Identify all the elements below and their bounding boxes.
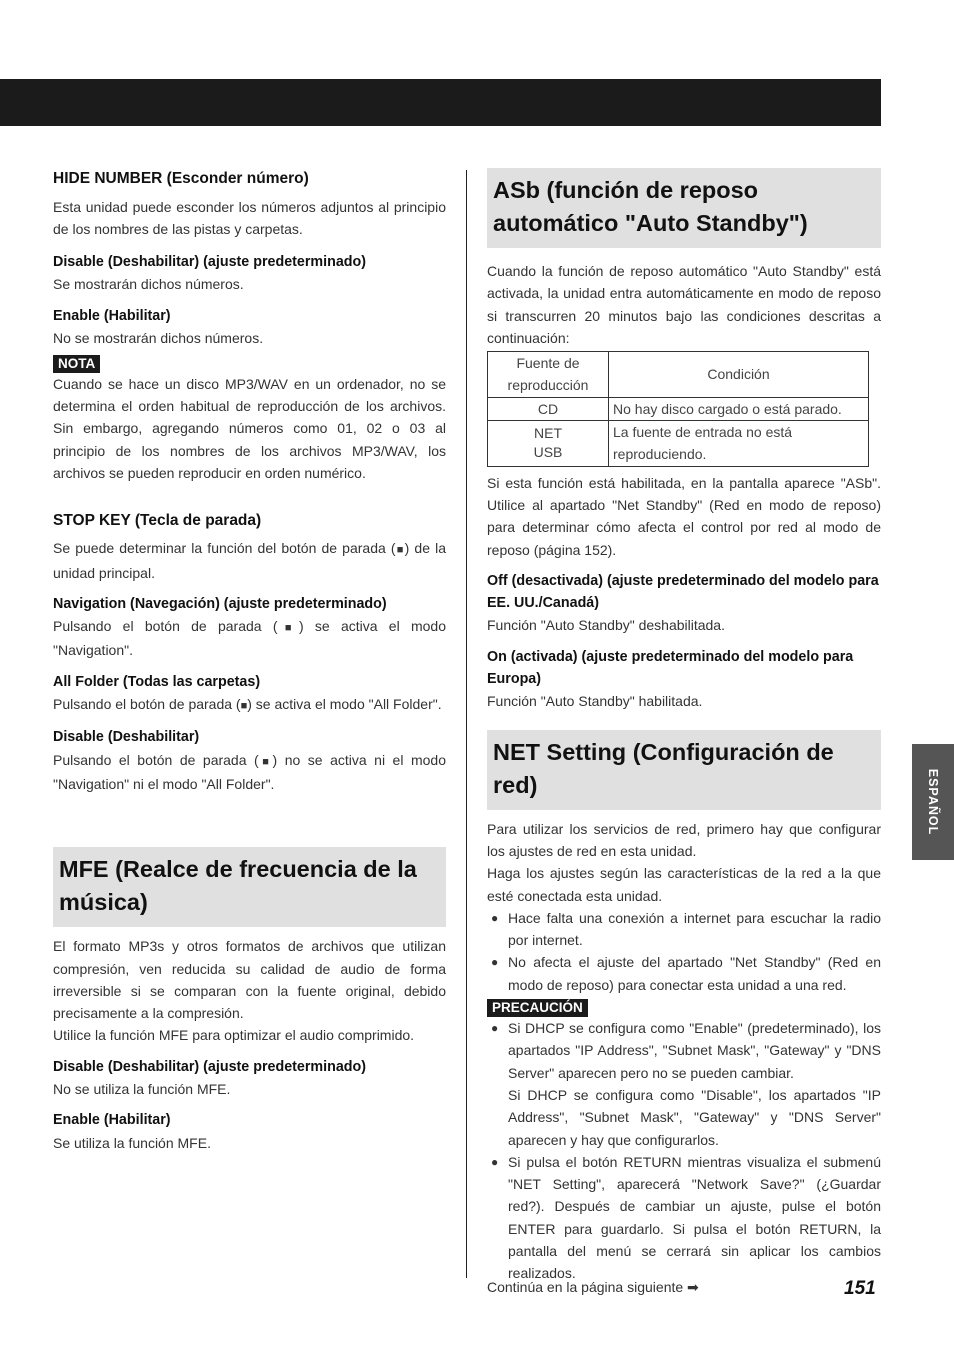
column-divider xyxy=(466,170,467,1278)
stop-icon: ■ xyxy=(258,755,273,768)
stop-key-option-navigation-text: Pulsando el botón de parada (■) se activa el modo "Navigation". xyxy=(53,618,446,659)
caution-tag: PRECAUCIÓN xyxy=(487,999,588,1017)
asb-intro: Cuando la función de reposo automático "Auto Standby" está activada, la unidad entra automáticamente en modo de reposo si transcurren 20 minutos bajo las condiciones descritas a continuación: xyxy=(487,263,881,346)
list-item: ● No afecta el ajuste del apartado "Net Standby" (Red en modo de reposo) para conectar esta unidad a una red. xyxy=(487,951,881,996)
hide-number-option-enable-text: No se mostrarán dichos números. xyxy=(53,330,264,347)
net-bullets xyxy=(487,907,881,996)
net-intro-2: Haga los ajustes según las características de la red a la que esté conectada esta unidad. xyxy=(487,865,881,904)
language-side-tab xyxy=(912,744,954,860)
bullet-icon: ● xyxy=(491,910,499,925)
mfe-intro-2: Utilice la función MFE para optimizar el audio comprimido. xyxy=(53,1027,415,1044)
list-item: ● Si pulsa el botón RETURN mientras visualiza el submenú "NET Setting", aparecerá "Network Save?" (¿Guardar red?). Después de cambiar un ajuste, pulse el botón ENTER para guardarlo. Si pulsa el botón RETURN, la pantalla del menú se cerrará sin aplicar los cambios realizados. xyxy=(487,1151,881,1285)
hide-number-option-disable: Disable (Deshabilitar) (ajuste predeterminado) xyxy=(53,253,367,270)
asb-option-on-text: Función "Auto Standby" habilitada. xyxy=(487,693,703,710)
bullet-icon: ● xyxy=(491,1021,499,1036)
right-column xyxy=(487,168,881,1285)
mfe-option-enable: Enable (Habilitar) xyxy=(53,1112,171,1129)
caution-list xyxy=(487,1017,881,1285)
list-item: ● Hace falta una conexión a internet para escuchar la radio por internet. xyxy=(487,907,881,952)
stop-key-option-all-folder: All Folder (Todas las carpetas) xyxy=(53,673,261,690)
mfe-option-enable-text: Se utiliza la función MFE. xyxy=(53,1134,211,1151)
bullet-icon: ● xyxy=(491,955,499,970)
asb-conditions-table xyxy=(487,351,869,466)
bullet-icon: ● xyxy=(491,1154,499,1169)
stop-icon: ■ xyxy=(277,622,299,635)
continued-note: Continúa en la página siguiente ➡ xyxy=(487,1279,699,1295)
net-intro: Para utilizar los servicios de red, primero hay que configurar los ajustes de red en esta unidad. xyxy=(487,820,881,859)
mfe-heading-box xyxy=(53,847,446,927)
arrow-right-icon: ➡ xyxy=(687,1279,699,1295)
table-header-row xyxy=(488,352,869,398)
asb-option-on: On (activada) (ajuste predeterminado del modelo para Europa) xyxy=(487,648,854,688)
stop-key-option-navigation: Navigation (Navegación) (ajuste predeterminado) xyxy=(53,595,387,612)
net-heading-box xyxy=(487,730,881,810)
asb-after-table: Si esta función está habilitada, en la pantalla aparece "ASb". Utilice al apartado "Net Standby" (Red en modo de reposo) para determinar cómo afecta el control por red al modo de reposo (página 152). xyxy=(487,474,881,558)
stop-icon: ■ xyxy=(395,544,405,557)
table-cell-condition: No hay disco cargado o está parado. xyxy=(609,397,869,420)
table-cell-source: CD xyxy=(488,397,609,420)
mfe-option-disable-text: No se utiliza la función MFE. xyxy=(53,1081,231,1098)
hide-number-option-disable-text: Se mostrarán dichos números. xyxy=(53,275,244,292)
stop-key-intro: Se puede determinar la función del botón de parada (■) de la unidad principal. xyxy=(53,540,446,581)
left-column xyxy=(53,168,446,1154)
stop-key-option-disable-text: Pulsando el botón de parada (■) no se activa ni el modo "Navigation" ni el modo "All Folder". xyxy=(53,751,446,792)
note-text: Cuando se hace un disco MP3/WAV en un ordenador, no se determina el orden habitual de reproducción de los archivos. Sin embargo, agregando números como 01, 02 o 03 al principio de los nombres de los archivos MP3/WAV, los archivos se pueden reproducir en orden numérico. xyxy=(53,375,446,481)
language-label: ESPAÑOL xyxy=(926,768,940,836)
mfe-intro: El formato MP3s y otros formatos de archivos que utilizan compresión, ven reducida su calidad de audio de forma irreversible si se comparan con la fuente original, debido precisamente a la compresión. xyxy=(53,938,446,1022)
hide-number-intro: Esta unidad puede esconder los números adjuntos al principio de los nombres de las pistas y carpetas. xyxy=(53,199,446,238)
asb-heading-box xyxy=(487,168,881,248)
stop-key-heading: STOP KEY (Tecla de parada) xyxy=(53,512,262,530)
net-heading: NET Setting (Configuración de red) xyxy=(493,738,834,798)
stop-key-option-all-folder-text: Pulsando el botón de parada (■) se activa el modo "All Folder". xyxy=(53,696,442,713)
hide-number-option-enable: Enable (Habilitar) xyxy=(53,308,171,325)
hide-number-heading: HIDE NUMBER (Esconder número) xyxy=(53,170,309,187)
stop-key-option-disable: Disable (Deshabilitar) xyxy=(53,729,200,746)
table-header-source: Fuente de reproducción xyxy=(488,352,609,398)
asb-option-off: Off (desactivada) (ajuste predeterminado del modelo para EE. UU./Canadá) xyxy=(487,572,879,612)
table-row xyxy=(488,421,869,467)
table-header-condition: Condición xyxy=(609,352,869,398)
asb-heading: ASb (función de reposo automático "Auto Standby") xyxy=(493,177,808,236)
stop-icon: ■ xyxy=(240,700,248,713)
page-number: 151 xyxy=(844,1278,876,1299)
table-row xyxy=(488,397,869,420)
mfe-option-disable: Disable (Deshabilitar) (ajuste predeterminado) xyxy=(53,1058,367,1075)
table-cell-condition: La fuente de entrada no está reproduciendo. xyxy=(609,421,869,467)
table-cell-source: NET USB xyxy=(488,421,609,467)
header-bar xyxy=(0,79,881,126)
note-tag: NOTA xyxy=(53,355,100,373)
mfe-heading: MFE (Realce de frecuencia de la música) xyxy=(59,856,417,916)
asb-option-off-text: Función "Auto Standby" deshabilitada. xyxy=(487,617,725,634)
list-item: ● Si DHCP se configura como "Enable" (predeterminado), los apartados "IP Address", "Subnet Mask", "Gateway" y "DNS Server" aparecen pero no se pueden cambiar. Si DHCP se configura como "Disable", los apartados "IP Address", "Subnet Mask", "Gateway" y "DNS Server" aparecen y hay que configurarlos. xyxy=(487,1017,881,1151)
